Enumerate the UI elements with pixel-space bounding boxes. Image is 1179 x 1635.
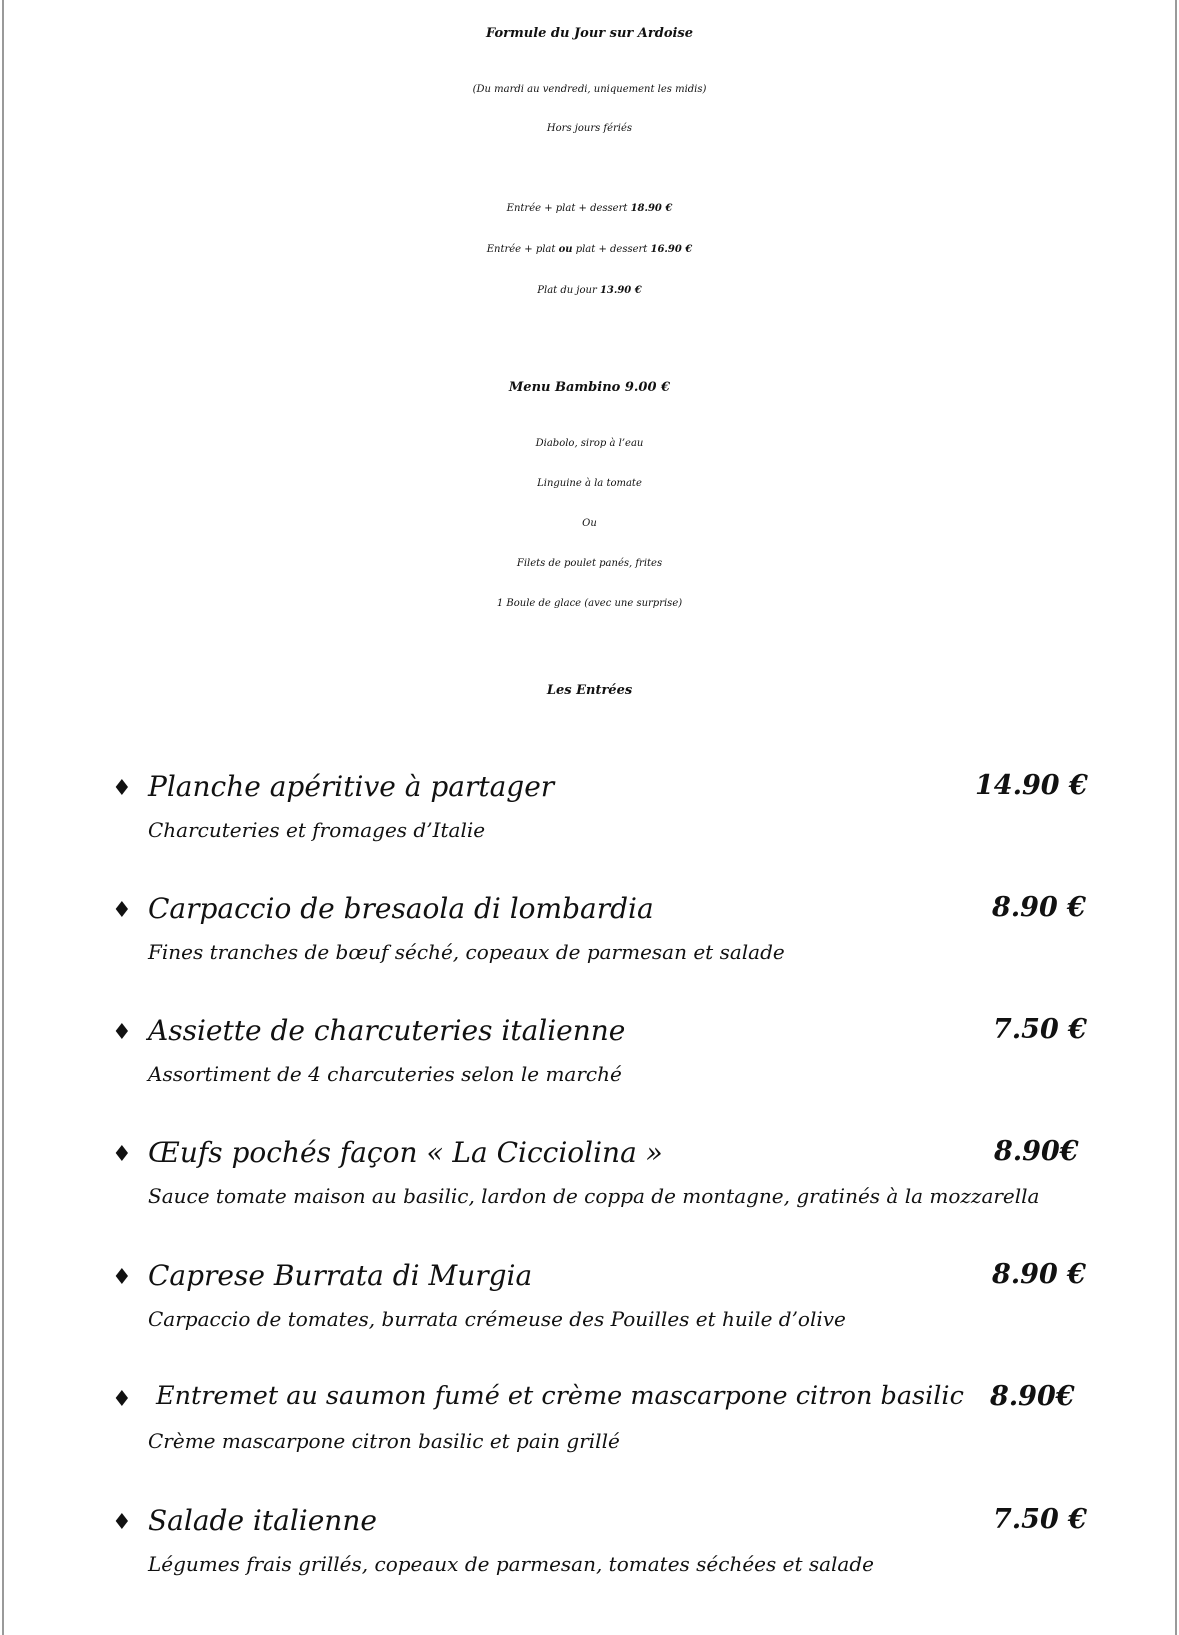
bambino-line-2: Linguine à la tomate <box>537 478 642 489</box>
bambino-line-3: Ou <box>582 518 597 529</box>
entree-name: Assiette de charcuteries italienne <box>148 1014 626 1047</box>
entree-item <box>0 892 1179 972</box>
diamond-bullet-icon: ♦ <box>112 1510 132 1535</box>
bambino-line-1: Diabolo, sirop à l’eau <box>535 438 644 449</box>
entree-item <box>0 1504 1179 1584</box>
entree-name: Salade italienne <box>148 1504 377 1537</box>
bambino-title: Menu Bambino 9.00 € <box>508 380 671 395</box>
formule-line-3-text: Plat du jour <box>537 285 600 296</box>
diamond-bullet-icon: ♦ <box>112 1265 132 1290</box>
entree-price: 14.90 € <box>975 770 1088 801</box>
entree-name: Entremet au saumon fumé et crème mascarpone citron basilic <box>156 1381 964 1411</box>
entree-description: Fines tranches de bœuf séché, copeaux de parmesan et salade <box>148 940 785 964</box>
entree-item <box>0 1259 1179 1339</box>
entree-price: 8.90€ <box>990 1381 1075 1412</box>
diamond-bullet-icon: ♦ <box>112 1020 132 1045</box>
diamond-bullet-icon: ♦ <box>112 1142 132 1167</box>
formule-subtitle: (Du mardi au vendredi, uniquement les midis) <box>472 84 707 95</box>
entree-name: Planche apéritive à partager <box>148 770 555 803</box>
formule-note: Hors jours fériés <box>546 123 633 134</box>
entree-item <box>0 770 1179 850</box>
formule-line-1-text: Entrée + plat + dessert <box>506 203 631 214</box>
entree-description: Carpaccio de tomates, burrata crémeuse des Pouilles et huile d’olive <box>148 1307 846 1331</box>
entree-description: Crème mascarpone citron basilic et pain grillé <box>148 1429 620 1453</box>
entree-name: Œufs pochés façon « La Cicciolina » <box>148 1136 663 1169</box>
entree-price: 8.90 € <box>992 892 1086 923</box>
formule-line-2-text-b: plat + dessert <box>572 244 651 255</box>
formule-line-3 <box>0 285 1179 296</box>
formule-line-1 <box>0 203 1179 214</box>
diamond-bullet-icon: ♦ <box>112 1387 132 1412</box>
formule-line-3-price: 13.90 € <box>599 285 642 296</box>
diamond-bullet-icon: ♦ <box>112 898 132 923</box>
formule-line-1-price: 18.90 € <box>630 203 673 214</box>
entrees-title: Les Entrées <box>546 683 633 698</box>
entree-price: 8.90 € <box>992 1259 1086 1290</box>
entree-price: 7.50 € <box>993 1014 1087 1045</box>
diamond-bullet-icon: ♦ <box>112 776 132 801</box>
formule-line-2-price: 16.90 € <box>650 244 693 255</box>
entree-name: Caprese Burrata di Murgia <box>148 1259 533 1292</box>
formule-line-2 <box>0 244 1179 255</box>
bambino-line-4: Filets de poulet panés, frites <box>516 558 663 569</box>
entree-description: Légumes frais grillés, copeaux de parmesan, tomates séchées et salade <box>148 1552 874 1576</box>
formule-line-2-ou: ou <box>558 244 573 255</box>
entree-description: Sauce tomate maison au basilic, lardon de coppa de montagne, gratinés à la mozzarella <box>148 1184 1040 1208</box>
entree-description: Charcuteries et fromages d’Italie <box>148 818 486 842</box>
formule-line-2-text-a: Entrée + plat <box>486 244 559 255</box>
entree-item <box>0 1381 1179 1461</box>
entree-price: 7.50 € <box>993 1504 1087 1535</box>
entree-price: 8.90€ <box>994 1136 1079 1167</box>
formule-title: Formule du Jour sur Ardoise <box>485 26 694 41</box>
entree-item <box>0 1136 1179 1216</box>
entree-item <box>0 1014 1179 1094</box>
entree-description: Assortiment de 4 charcuteries selon le marché <box>148 1062 622 1086</box>
entree-name: Carpaccio de bresaola di lombardia <box>148 892 654 925</box>
bambino-line-5: 1 Boule de glace (avec une surprise) <box>496 598 683 609</box>
